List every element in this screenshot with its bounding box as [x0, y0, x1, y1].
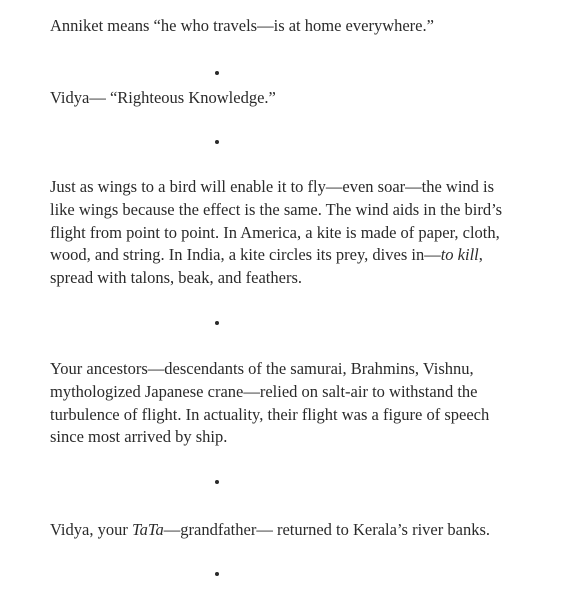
- line-text: —grandfather— returned to Kerala’s river banks.: [163, 520, 490, 539]
- section-bullet: [215, 572, 219, 576]
- paragraph-line: spread with talons, beak, and feathers.: [50, 268, 302, 288]
- paragraph-text: ,: [478, 245, 483, 265]
- line-text: Vidya, your: [50, 520, 132, 539]
- paragraph-line: like wings because the effect is the same. The wind aids in the bird’s: [50, 199, 503, 219]
- paragraph-line: turbulence of flight. In actuality, their flight was a figure of speech: [50, 404, 490, 424]
- paragraph-line: Just as wings to a bird will enable it to fly—even soar—the wind is: [50, 177, 495, 196]
- emphasis-text: TaTa: [131, 520, 164, 539]
- paragraph-text: wood, and string. In India, a kite circles its prey, dives in—: [50, 245, 441, 265]
- section-bullet: [215, 480, 219, 484]
- paragraph-line: since most arrived by ship.: [50, 427, 228, 447]
- emphasis-text: to kill: [440, 245, 479, 265]
- tata-line: [50, 518, 490, 541]
- paragraph-line: [50, 244, 520, 267]
- vidya-line: Vidya— “Righteous Knowledge.”: [50, 88, 276, 107]
- paragraph-line: Your ancestors—descendants of the samurai, Brahmins, Vishnu,: [50, 359, 474, 378]
- section-bullet: [215, 71, 219, 75]
- paragraph-line: mythologized Japanese crane—relied on salt-air to withstand the: [50, 381, 478, 401]
- section-bullet: [215, 140, 219, 144]
- ancestors-paragraph: [50, 358, 520, 449]
- anniket-line: Anniket means “he who travels—is at home everywhere.”: [50, 16, 434, 35]
- wings-paragraph: [50, 176, 520, 290]
- paragraph-line: flight from point to point. In America, a kite is made of paper, cloth,: [50, 222, 500, 242]
- section-bullet: [215, 321, 219, 325]
